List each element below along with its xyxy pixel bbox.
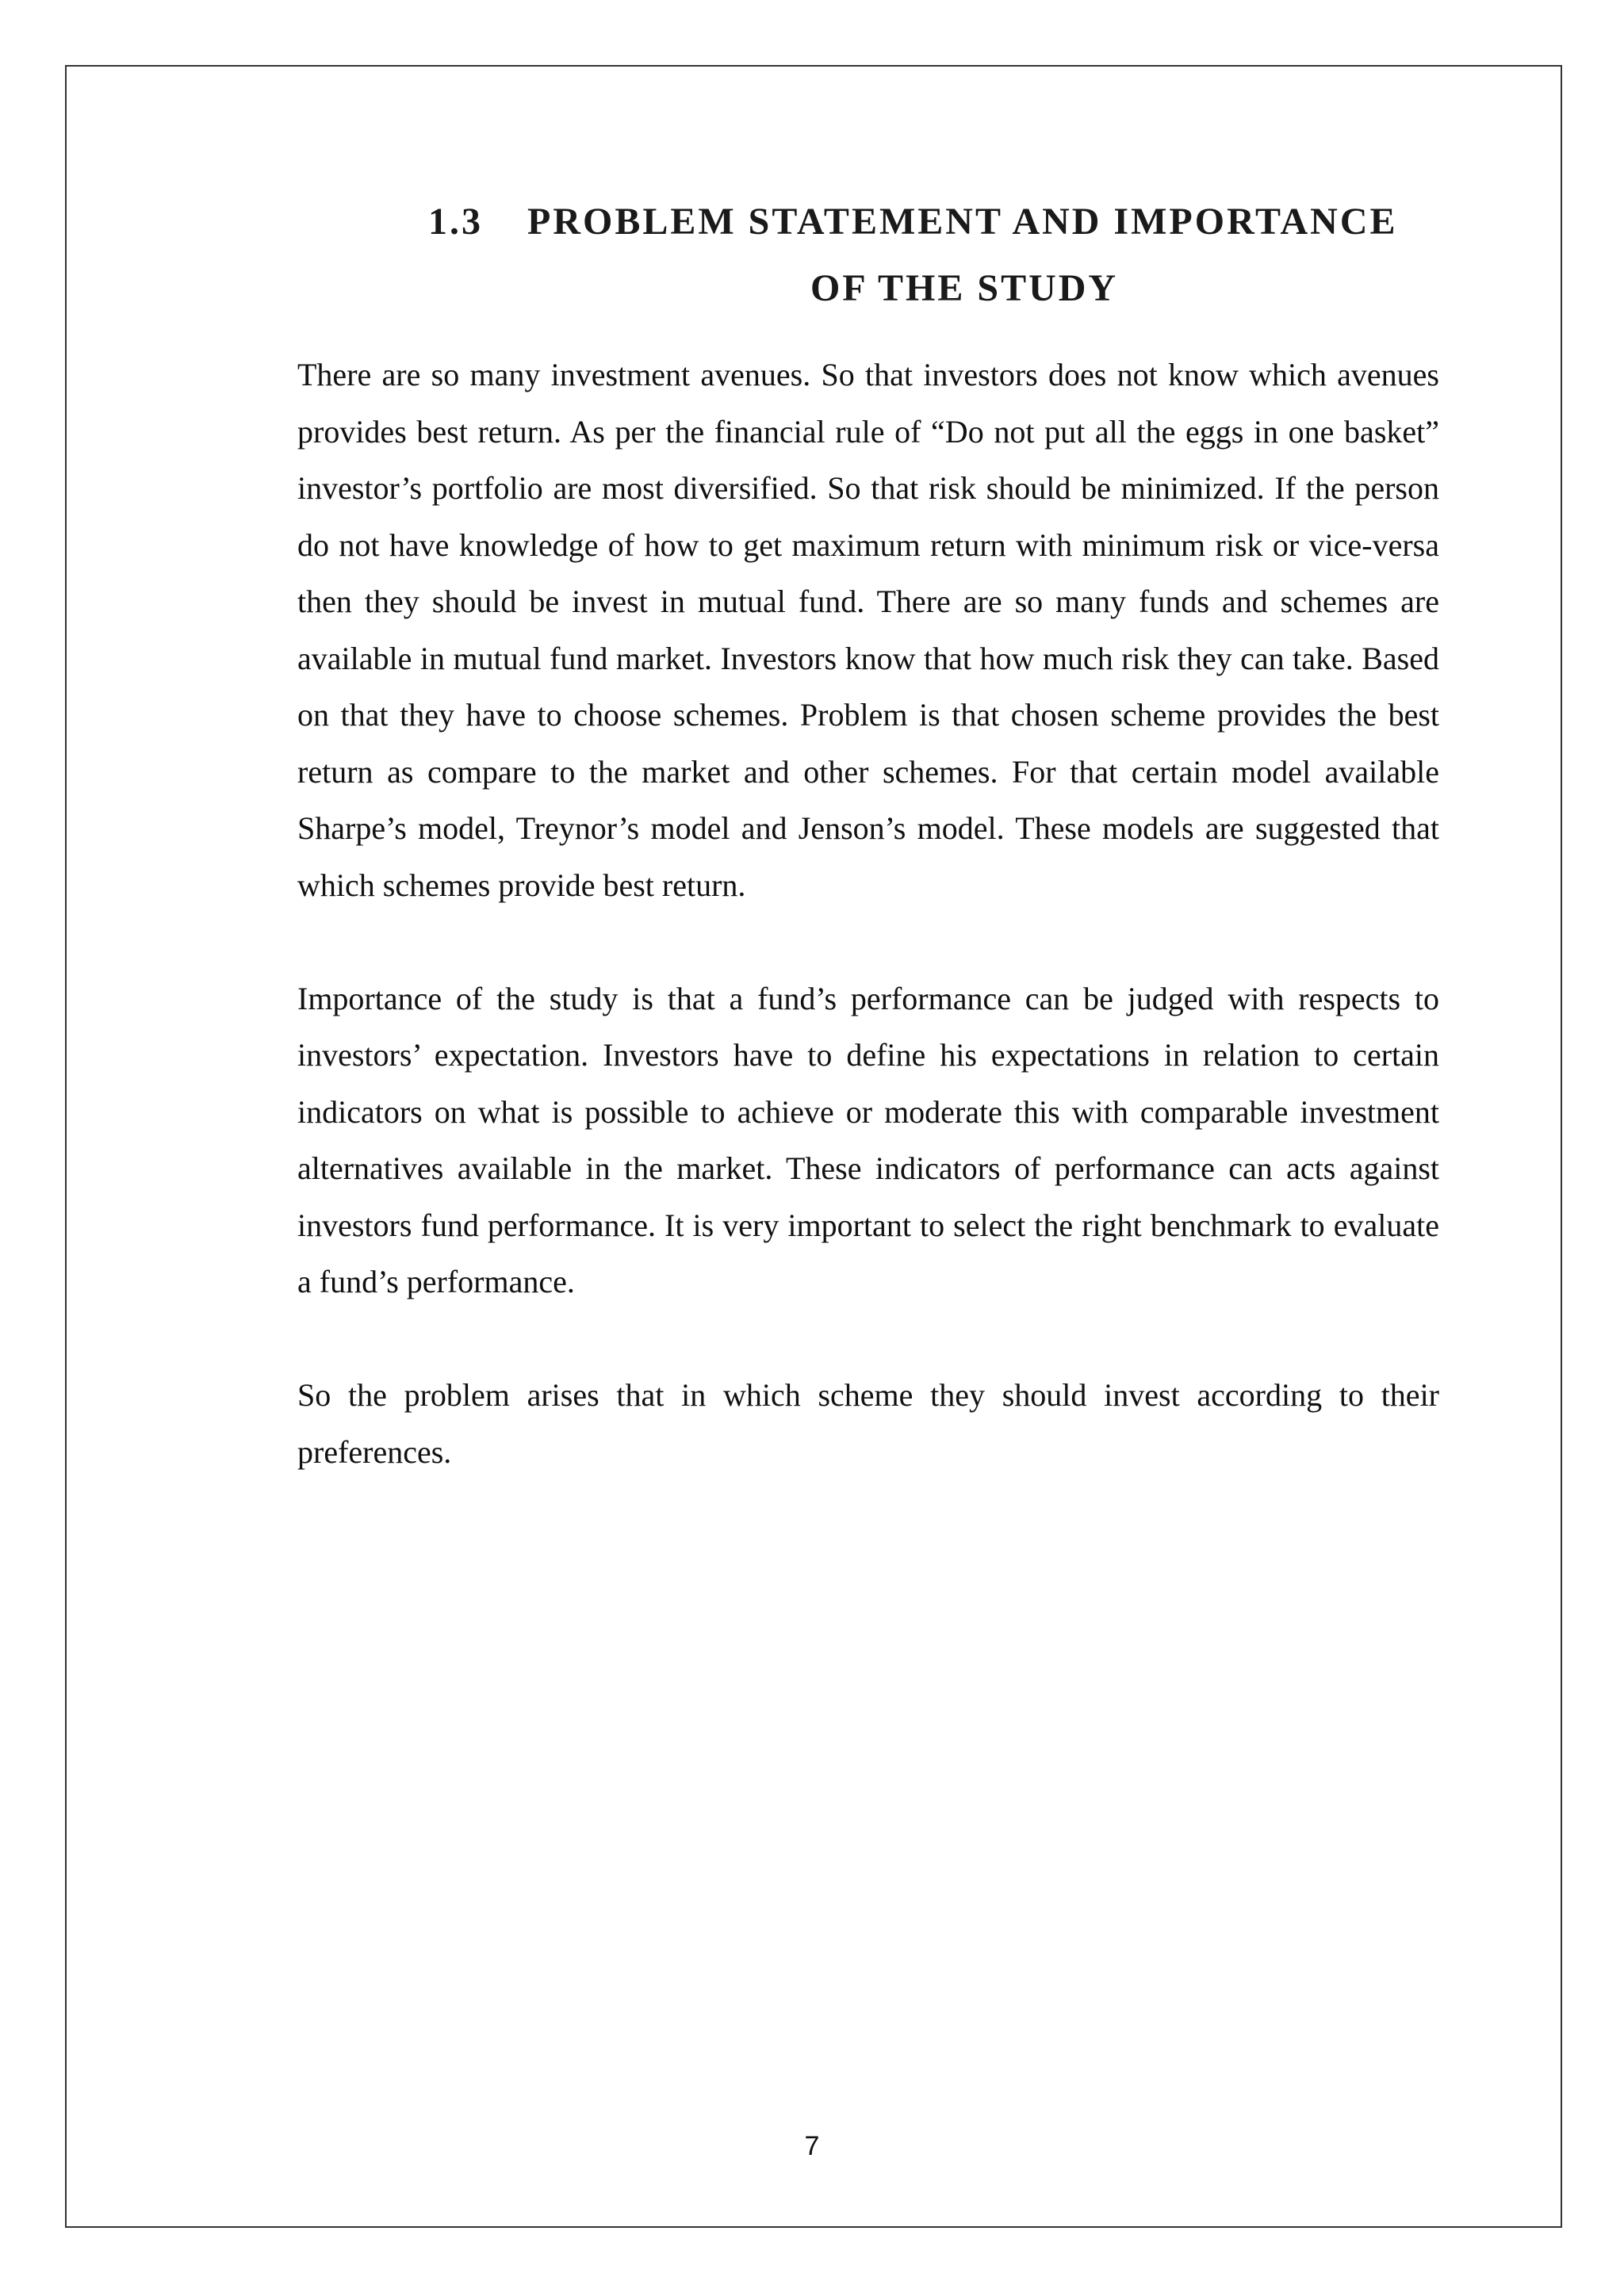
heading-line-1 [297,189,1439,255]
section-number: 1.3 [428,201,483,243]
paragraph-conclusion: So the problem arises that in which scheme they should invest according to their preferences. [297,1377,1439,1470]
body-text [297,346,1439,1537]
paragraph-importance: Importance of the study is that a fund’s performance can be judged with respects to investors’ expectation. Investors have to define his expectations in relation to certain indicators on what is possible to achieve or moderate this with comparable investment alternatives available in the market. These indicators of performance can acts against investors fund performance. It is very important to select the right benchmark to evaluate a fund’s performance. [297,980,1439,1299]
heading-title-line-1: PROBLEM STATEMENT AND IMPORTANCE [527,201,1398,243]
paragraph-problem-statement: There are so many investment avenues. So that investors does not know which avenues provides best return. As per the financial rule of “Do not put all the eggs in one basket” investor’s portfolio are most diversified. So that risk should be minimized. If the person do not have knowledge of how to get maximum return with minimum risk or vice-versa then they should be invest in mutual fund. There are so many funds and schemes are available in mutual fund market. Investors know that how much risk they can take. Based on that they have to choose schemes. Problem is that chosen scheme provides the best return as compare to the market and other schemes. For that certain model available Sharpe’s model, Treynor’s model and Jenson’s model. These models are suggested that which schemes provide best return. [297,357,1439,903]
page-number: 7 [804,2131,820,2161]
section-heading [297,189,1439,322]
heading-title-line-2: OF THE STUDY [810,267,1119,309]
